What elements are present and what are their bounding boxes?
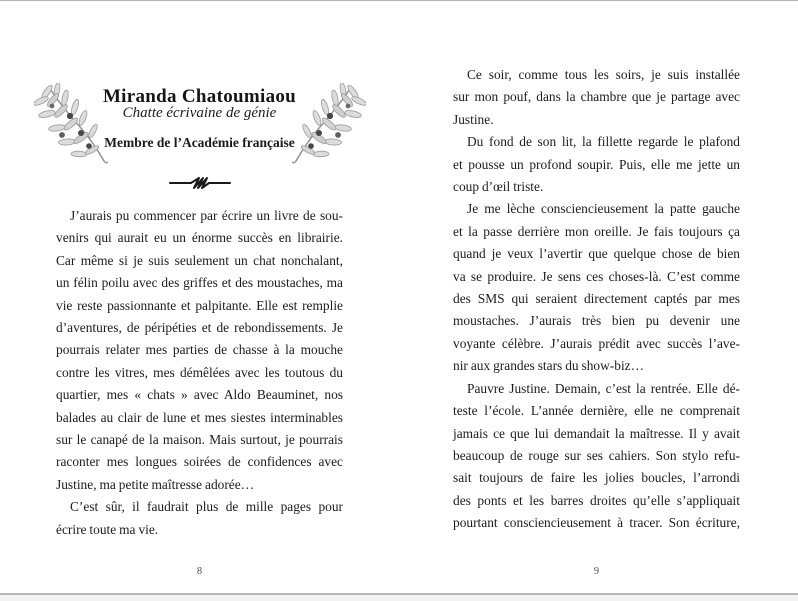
text-line: va se produire. Je sens ces choses-là. C’est comme	[453, 268, 740, 284]
text-line: balades au clair de lune et mes siestes interminables	[56, 409, 343, 425]
left-page-body	[56, 205, 343, 541]
page-number-left: 8	[196, 566, 203, 577]
text-line: pourrais relater mes parties de chasse à la mouche	[56, 342, 343, 358]
text-line: beaucoup de rouge sur ses cahiers. Son stylo refu-	[453, 447, 740, 463]
text-line: moustaches. J’aurais très bien pu devenir une	[453, 313, 740, 329]
text-line: et pousse un profond soupir. Puis, elle me jette un	[453, 156, 740, 172]
screen-bottom-edge	[0, 593, 798, 601]
text-line: un félin poilu avec des griffes et des moustaches, ma	[56, 275, 343, 291]
text-line: Car même si je suis seulement un chat nonchalant,	[56, 252, 343, 268]
text-line: vie reste passionnante et palpitante. Elle est remplie	[56, 297, 343, 313]
text-line: Pauvre Justine. Demain, c’est la rentrée. Elle dé-	[467, 380, 740, 396]
text-line: venirs qui aurait eu un énorme succès en librairie.	[56, 230, 343, 246]
text-line: nir aux grandes stars du show-biz…	[453, 358, 645, 374]
author-subtitle: Chatte écrivaine de génie	[122, 105, 277, 121]
text-line: d’aventures, de péripéties et de rebondissements. Je	[56, 320, 343, 336]
text-line: C’est sûr, il faudrait plus de mille pages pour	[70, 499, 343, 515]
left-page	[56, 1, 343, 593]
text-line: sur mon pouf, dans la chambre que je partage avec	[453, 89, 740, 105]
rope-flourish-divider-icon	[168, 176, 232, 190]
text-line: Justine.	[453, 111, 494, 127]
text-line: raconter mes longues soirées de confidences avec	[56, 454, 343, 470]
text-line: quartier, mes « chats » avec Aldo Beauminet, nos	[56, 387, 343, 403]
right-page-body	[453, 64, 740, 535]
right-page	[453, 1, 740, 593]
text-line: teste l’école. L’année dernière, elle ne comprenait	[453, 403, 740, 419]
text-line: pourtant consciencieusement à tracer. Son écriture,	[453, 515, 740, 531]
author-affiliation: Membre de l’Académie française	[104, 135, 295, 150]
text-line: des ponts et les barres droites qu’elle s’appliquait	[453, 492, 740, 508]
text-line: Du fond de son lit, la fillette regarde le plafond	[467, 134, 740, 150]
text-line: contre les vitres, mes démêlées avec les toutous du	[56, 364, 343, 380]
text-line: sur le canapé de la maison. Mais surtout, je pourrais	[56, 432, 343, 448]
text-line: des SMS qui seraient directement captés par mes	[453, 291, 740, 307]
text-line: jamais ce que lui demandait la maîtresse. Il y avait	[453, 425, 740, 441]
text-line: Je me lèche consciencieusement la patte gauche	[467, 201, 740, 217]
text-line: J’aurais pu commencer par écrire un livre de sou-	[70, 208, 343, 223]
text-line: et la passe derrière mon oreille. Je fais toujours ça	[453, 223, 740, 239]
text-line: Ce soir, comme tous les soirs, je suis installée	[467, 67, 740, 82]
text-line: sait toujours de faire les jolies boucles, l’arrondi	[453, 470, 740, 486]
text-line: voyante célèbre. J’aurais prédit avec succès l’ave-	[453, 335, 740, 351]
text-line: quand je veux l’avertir que quelque chose de bien	[453, 246, 740, 262]
text-line: Justine, ma petite maîtresse adorée…	[56, 476, 255, 492]
page-number-right: 9	[593, 566, 600, 577]
text-line: écrire toute ma vie.	[56, 521, 159, 537]
author-name-title: Miranda Chatoumiaou	[102, 85, 297, 107]
text-line: coup d’œil triste.	[453, 179, 544, 195]
